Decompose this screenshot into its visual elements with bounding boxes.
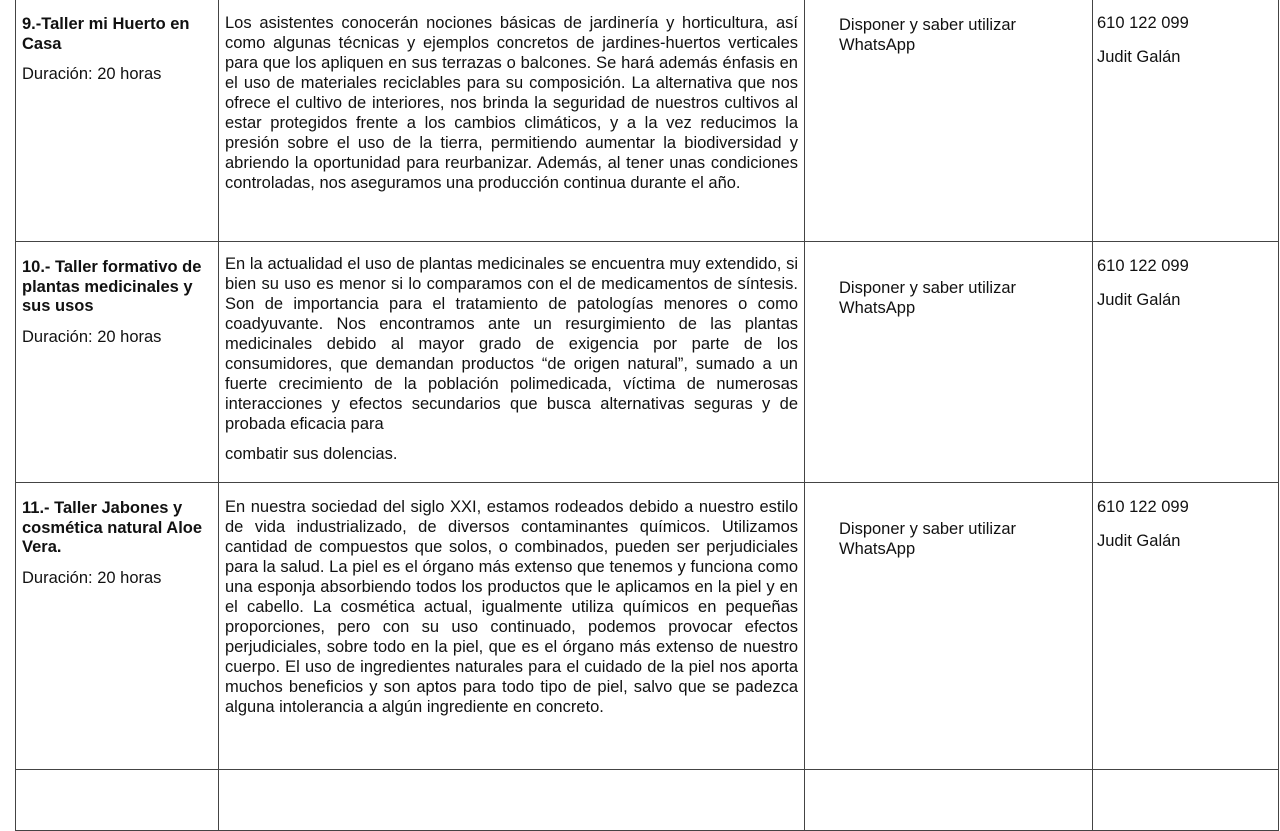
courses-table <box>15 0 1279 831</box>
table-row <box>16 770 1279 831</box>
course-description <box>219 242 804 474</box>
course-description-cell <box>219 242 805 483</box>
course-requirement-cell <box>805 0 1093 242</box>
course-contact-name: Judit Galán <box>1097 48 1181 66</box>
course-phone: 610 122 099 <box>1097 14 1189 32</box>
empty-cell <box>1093 770 1279 831</box>
table-row <box>16 0 1279 242</box>
course-requirement: Disponer y saber utilizar WhatsApp <box>839 520 1016 558</box>
course-description-cell <box>219 483 805 770</box>
course-requirement-cell <box>805 483 1093 770</box>
course-description: Los asistentes conocerán nociones básicas de jardinería y horticultura, así como algunas técnicas y ejemplos concretos de jardines-huertos verticales para que los apliquen en sus terrazas o balcones. Se hará además énfasis en el uso de materiales reciclables para su composición. La alternativa que nos ofrece el cultivo de interiores, nos brinda la seguridad de nuestros cultivos al estar protegidos frente a los cambios climáticos, y a la vez reducimos la presión sobre el uso de la tierra, permitiendo aumentar la biodiversidad y abriendo la oportunidad para reurbanizar. Además, al tener unas condiciones controladas, nos aseguramos una producción continua durante el año. <box>225 14 798 192</box>
empty-cell <box>16 770 219 831</box>
course-description-text: En la actualidad el uso de plantas medicinales se encuentra muy extendido, si bien su uso es menor si lo comparamos con el de medicamentos de síntesis. Son de importancia para el tratamiento de patologías menores o como coadyuvante. Nos encontramos ante un resurgimiento de las plantas medicinales debido al mayor grado de exigencia por parte de los consumidores, que demandan productos “de origen natural”, sumado a un fuerte crecimiento de la población polimedicada, víctima de numerosas interacciones y efectos secundarios que busca alternativas seguras y de probada eficacia para <box>225 255 798 433</box>
course-title: 11.- Taller Jabones y cosmética natural Aloe Vera. <box>22 499 203 556</box>
course-description: En nuestra sociedad del siglo XXI, estamos rodeados debido a nuestro estilo de vida industrializado, de diversos contaminantes químicos. Utilizamos cantidad de compuestos que solos, o combinados, pueden ser perjudiciales para la salud. La piel es el órgano más extenso que tenemos y funciona como una esponja absorbiendo todos los productos que le aplicamos en la piel y en el cabello. La cosmética actual, igualmente utiliza químicos en pequeñas proporciones, pero con su uso continuado, podemos provocar efectos perjudiciales, sobre todo en la piel, que es el órgano más extenso de nuestro cuerpo. El uso de ingredientes naturales para el cuidado de la piel nos aporta muchos beneficios y son aptos para todo tipo de piel, salvo que se padezca alguna intolerancia a algún ingrediente en concreto. <box>225 498 798 716</box>
course-phone: 610 122 099 <box>1097 498 1189 516</box>
course-title: 9.-Taller mi Huerto en Casa <box>22 15 190 53</box>
empty-cell <box>219 770 805 831</box>
course-contact-cell <box>1093 242 1279 483</box>
course-requirement-cell <box>805 242 1093 483</box>
course-duration: Duración: 20 horas <box>22 568 162 587</box>
course-title: 10.- Taller formativo de plantas medicinales y sus usos <box>22 258 202 315</box>
course-contact-name: Judit Galán <box>1097 532 1181 550</box>
table-row <box>16 483 1279 770</box>
course-requirement: Disponer y saber utilizar WhatsApp <box>839 279 1016 317</box>
course-phone: 610 122 099 <box>1097 257 1189 275</box>
course-contact-cell <box>1093 483 1279 770</box>
course-description-end: combatir sus dolencias. <box>225 445 398 463</box>
course-contact-name: Judit Galán <box>1097 291 1181 309</box>
empty-cell <box>805 770 1093 831</box>
course-title-cell <box>16 483 219 770</box>
table-row <box>16 242 1279 483</box>
course-contact-cell <box>1093 0 1279 242</box>
course-title-cell <box>16 0 219 242</box>
course-requirement: Disponer y saber utilizar WhatsApp <box>839 16 1016 54</box>
course-duration: Duración: 20 horas <box>22 327 162 346</box>
course-description-cell <box>219 0 805 242</box>
course-title-cell <box>16 242 219 483</box>
course-duration: Duración: 20 horas <box>22 65 162 83</box>
